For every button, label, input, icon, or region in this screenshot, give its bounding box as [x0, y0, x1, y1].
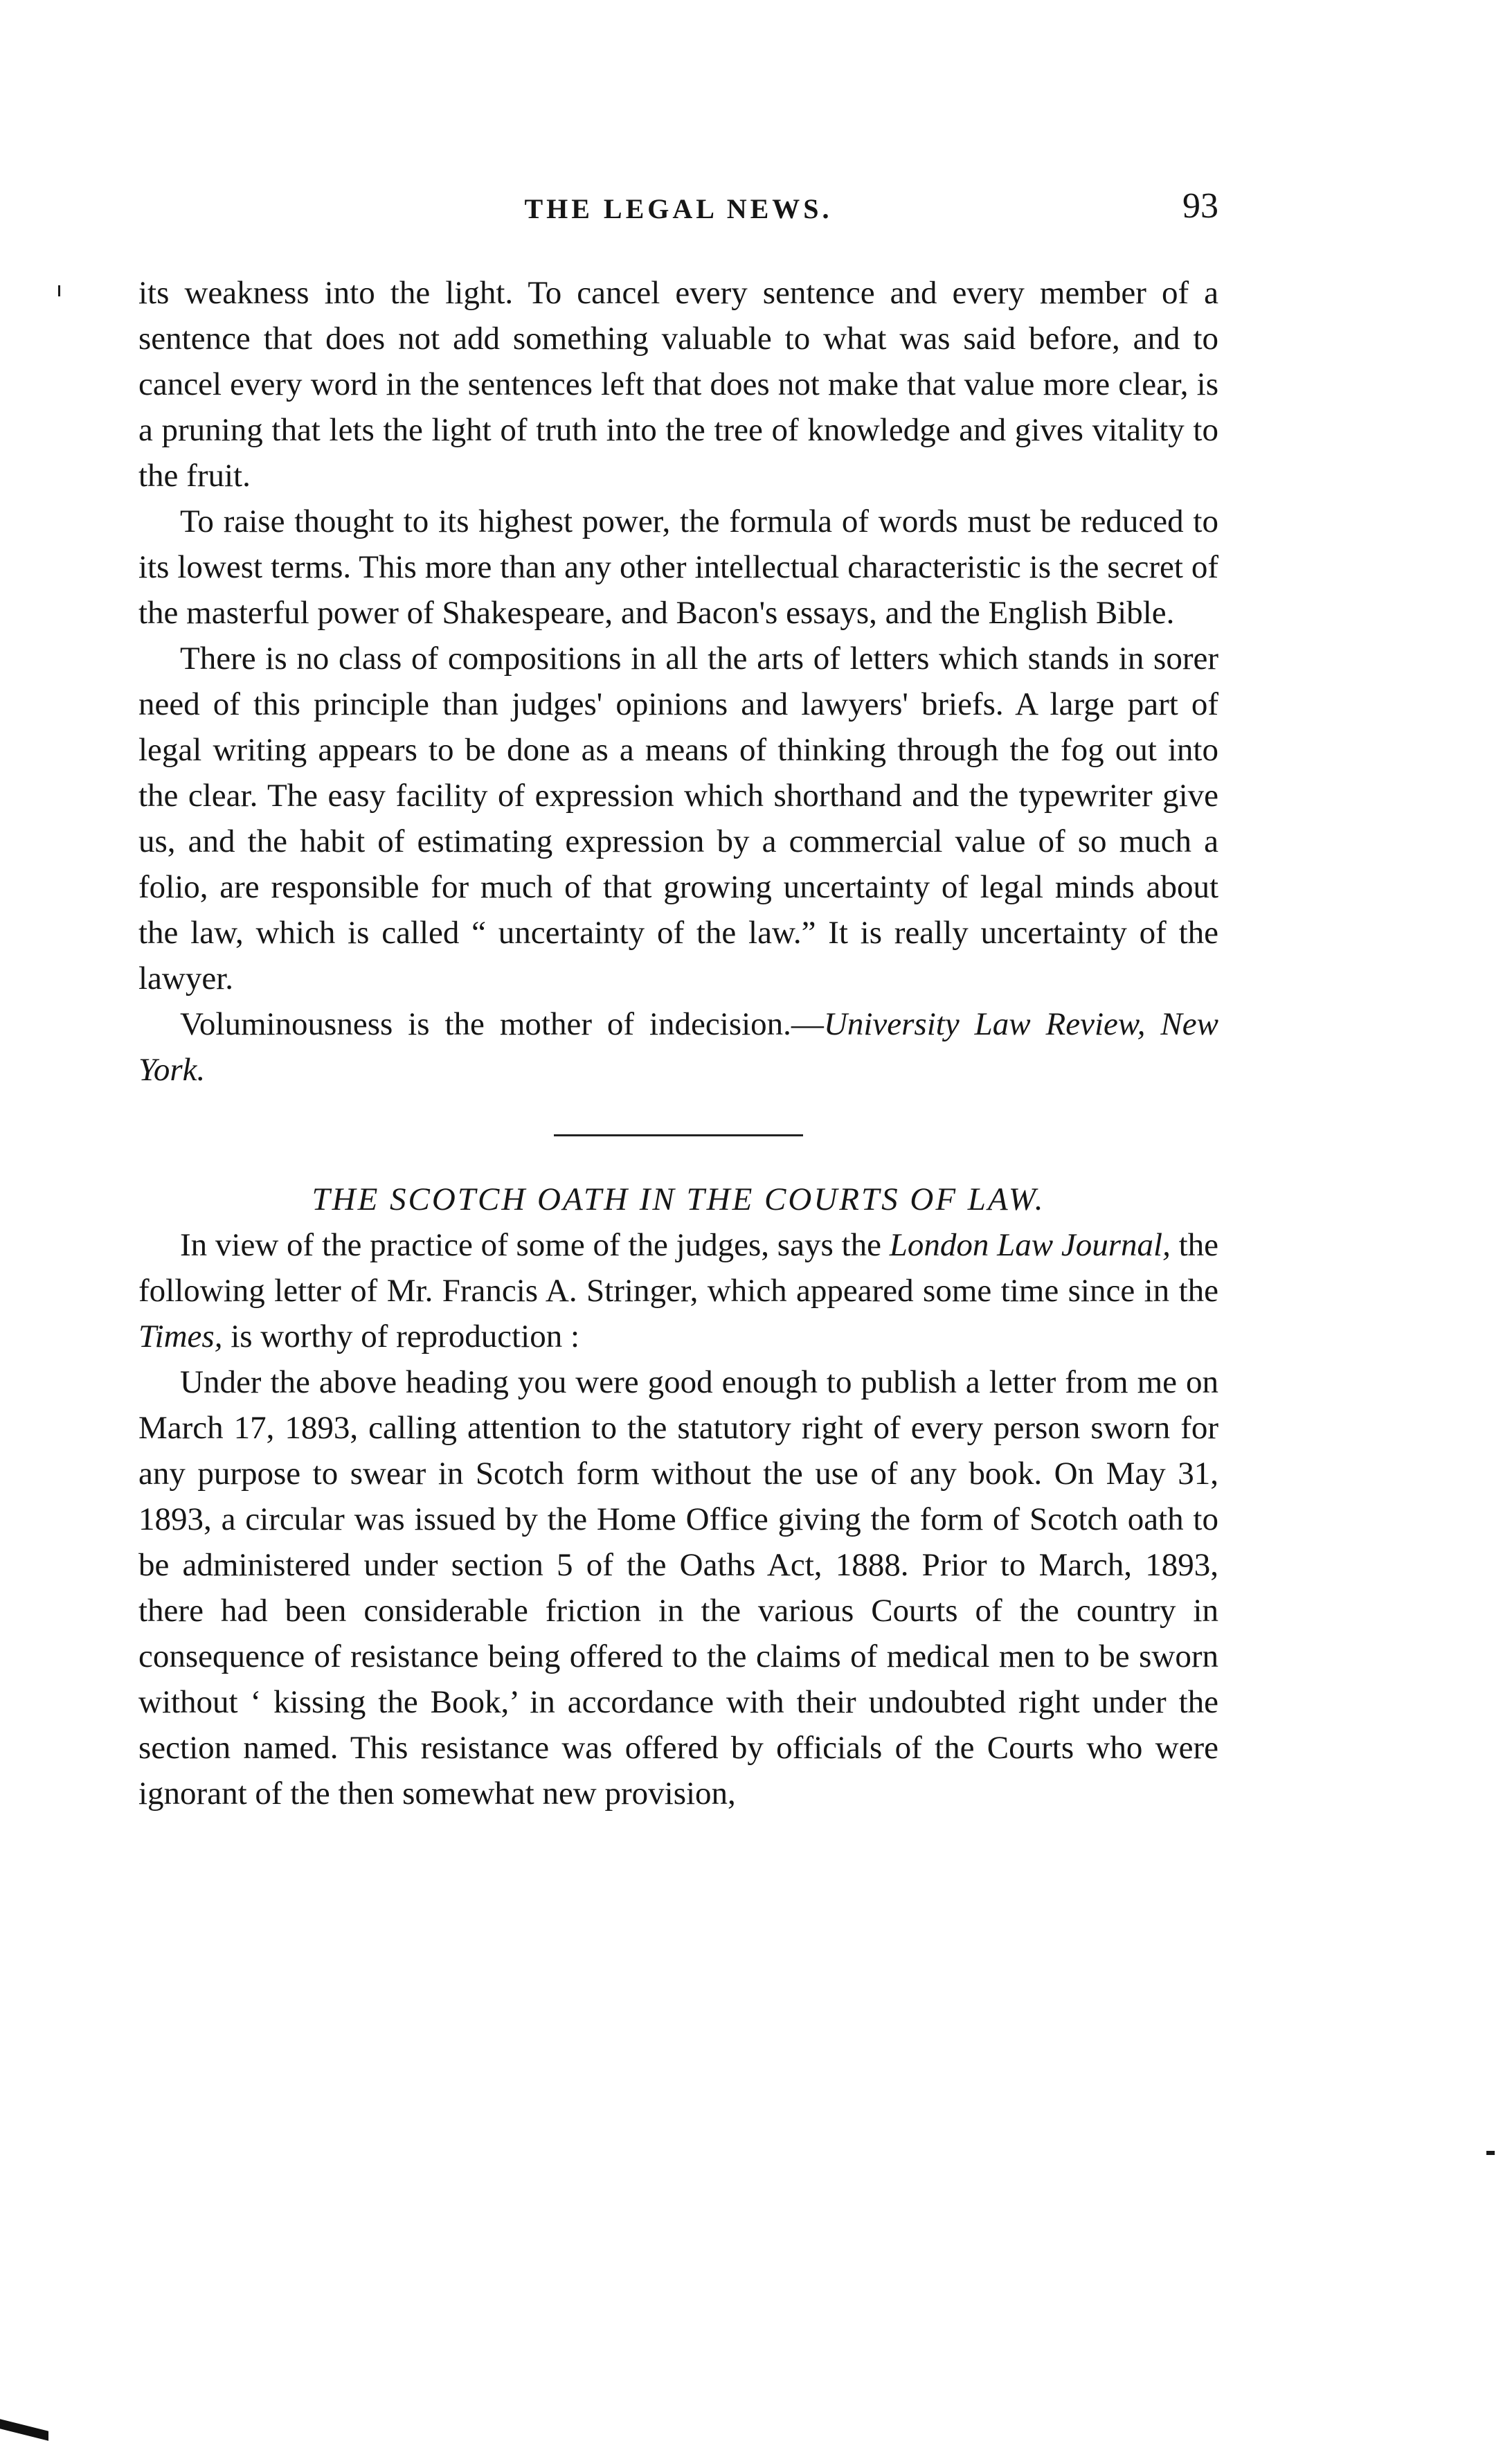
closing-text: Voluminousness is the mother of indecision.—	[180, 1006, 824, 1042]
running-title: THE LEGAL NEWS.	[524, 193, 833, 224]
article-paragraph: its weakness into the light. To cancel every sentence and every member of a sentence that does not add something valuable to what was said before, and to cancel every word in the sentences left that does not make that value more clear, is a pruning that lets the light of truth into the tree of knowledge and gives vitality to the fruit.	[138, 275, 1218, 494]
page-body	[138, 270, 1218, 1816]
section-divider	[554, 1134, 803, 1136]
intro-paper: Times,	[138, 1318, 223, 1354]
letter-paragraph: Under the above heading you were good enough to publish a letter from me on March 17, 1893, calling attention to the statutory right of every person sworn for any purpose to swear in Scotch form without the use of any book. On May 31, 1893, a circular was issued by the Home Office giving the form of Scotch oath to be administered under section 5 of the Oaths Act, 1888. Prior to March, 1893, there had been considerable friction in the various Courts of the country in consequence of resistance being offered to the claims of medical men to be sworn without ‘ kissing the Book,’ in accordance with their undoubted right under the section named. This resistance was offered by officials of the Courts who were ignorant of the then somewhat new provision,	[138, 1364, 1218, 1812]
intro-text-3: is worthy of reproduction :	[222, 1318, 580, 1354]
margin-mark	[1486, 2151, 1495, 2155]
page-number: 93	[1182, 186, 1218, 226]
margin-mark	[58, 285, 60, 296]
intro-text-1: In view of the practice of some of the judges, says the	[180, 1227, 890, 1263]
running-head	[138, 186, 1218, 241]
section-heading: THE SCOTCH OATH IN THE COURTS OF LAW.	[312, 1181, 1045, 1217]
intro-source: London Law Journal,	[889, 1227, 1171, 1263]
section-intro	[138, 1222, 1218, 1359]
closing-citation: University Law Review, New York.	[138, 1006, 1218, 1088]
article-paragraph: There is no class of compositions in all the arts of letters which stands in sorer need of this principle than judges' opinions and lawyers' briefs. A large part of legal writing appears to be done as a means of thinking through the fog out into the clear. The easy facility of expression which shorthand and the typewriter give us, and the habit of estimating expression by a commercial value of so much a folio, are responsible for much of that growing uncertainty of legal minds about the law, which is called “ uncertainty of the law.” It is really uncertainty of the lawyer.	[138, 641, 1218, 996]
intro-text-2: the following letter of Mr. Francis A. Stringer, which appeared some time since in the	[138, 1227, 1219, 1309]
closing-paragraph	[138, 1001, 1218, 1093]
article-paragraph: To raise thought to its highest power, the formula of words must be reduced to its lowest terms. This more than any other intellectual characteristic is the secret of the masterful power of Shakespeare, and Bacon's essays, and the English Bible.	[138, 503, 1218, 631]
scan-edge-shadow	[0, 2376, 48, 2440]
